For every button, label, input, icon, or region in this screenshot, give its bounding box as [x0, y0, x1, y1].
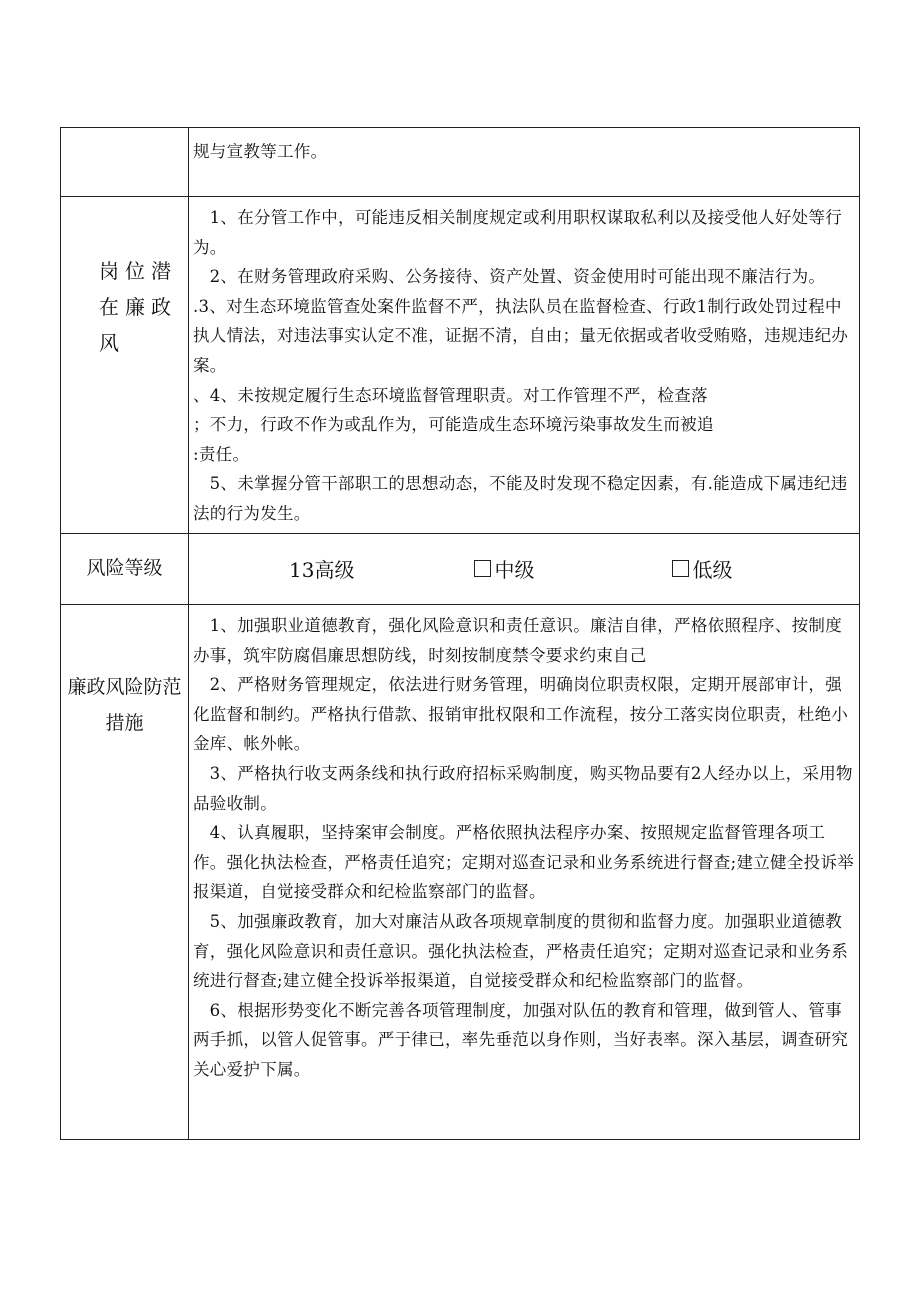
- measure-item: 5、加强廉政教育，加大对廉洁从政各项规章制度的贯彻和监督力度。加强职业道德教育，强化风险意识和责任意识。强化执法检查，严格责任追究；定期对巡查记录和业务系统进行督查;建立健全投诉举报渠道，自觉接受群众和纪检监察部门的监督。: [193, 911, 849, 991]
- table-row-risk-level: [61, 534, 860, 605]
- risk-level-low: 低级: [692, 557, 733, 582]
- continuation-text: 规与宣教等工作。: [193, 142, 328, 161]
- position-risk-item: 5、未掌握分管干部职工的思想动态，不能及时发现不稳定因素，有.能造成下属违纪违法的行为发生。: [193, 474, 848, 523]
- measures-content: [189, 605, 859, 1085]
- position-risk-item: :责任。: [193, 444, 250, 464]
- risk-level-mid-option: [474, 554, 534, 583]
- table-row-continuation: [61, 128, 860, 197]
- position-risk-item: 2、在财务管理政府采购、公务接待、资产处置、资金使用时可能出现不廉洁行为。: [193, 267, 826, 287]
- measures-label-cell: [61, 605, 189, 1140]
- position-risk-item: .3、对生态环境监管查处案件监督不严，执法队员在监督检查、行政1制行政处罚过程中执人情法，对违法事实认定不准，证据不清，自由；量无依据或者收受贿赂，违规违纪办案。: [193, 296, 849, 375]
- continuation-label-cell: [61, 128, 189, 197]
- risk-level-label-cell: [61, 534, 189, 605]
- measure-item: 1、加强职业道德教育，强化风险意识和责任意识。廉洁自律，严格依照程序、按制度办事，筑牢防腐倡廉思想防线，时刻按制度禁令要求约束自己: [193, 616, 843, 665]
- table-row-measures: [61, 605, 860, 1140]
- risk-level-mid: 中级: [494, 557, 535, 582]
- continuation-content-cell: [189, 128, 860, 197]
- measure-item: 6、根据形势变化不断完善各项管理制度，加强对队伍的教育和管理，做到管人、管事两手抓，以管人促管事。严于律已，率先垂范以身作则，当好表率。深入基层，调查研究关心爱护下属。: [193, 1000, 849, 1079]
- checkbox-low-icon: [672, 560, 689, 577]
- position-risk-item: 、4、未按规定履行生态环境监督管理职责。对工作管理不严，检查落: [193, 385, 708, 405]
- position-risk-content-cell: [189, 197, 860, 534]
- position-risk-item: 1、在分管工作中，可能违反相关制度规定或利用职权谋取私利以及接受他人好处等行为。: [193, 208, 843, 257]
- position-risk-label: 岗位潜在廉政风: [99, 259, 177, 355]
- risk-level-high: 13高级: [289, 557, 355, 582]
- checkbox-mid-icon: [474, 560, 491, 577]
- position-risk-content: [189, 197, 859, 527]
- position-risk-label-cell: [61, 197, 189, 534]
- measures-content-cell: [189, 605, 860, 1140]
- measures-label: 廉政风险防范措施: [67, 676, 182, 734]
- table-row-position-risk: [61, 197, 860, 534]
- measure-item: 4、认真履职，坚持案审会制度。严格依照执法程序办案、按照规定监督管理各项工作。强化执法检查，严格责任追究；定期对巡查记录和业务系统进行督查;建立健全投诉举报渠道，自觉接受群众和纪检监察部门的监督。: [193, 823, 855, 902]
- risk-table-sheet: [60, 127, 860, 1137]
- risk-level-low-option: [672, 554, 732, 583]
- risk-level-label: 风险等级: [86, 557, 163, 579]
- measure-item: 3、严格执行收支两条线和执行政府招标采购制度，购买物品要有2人经办以上，采用物品验收制。: [193, 763, 853, 813]
- risk-level-options: [189, 534, 859, 602]
- risk-level-content-cell: [189, 534, 860, 605]
- position-risk-item: ；不力，行政不作为或乱作为，可能造成生态环境污染事故发生而被追: [193, 415, 714, 435]
- risk-table: [60, 127, 860, 1140]
- measure-item: 2、严格财务管理规定，依法进行财务管理，明确岗位职责权限，定期开展部审计，强化监督和制约。严格执行借款、报销审批权限和工作流程，按分工落实岗位职责，杜绝小金库、帐外帐。: [193, 675, 849, 754]
